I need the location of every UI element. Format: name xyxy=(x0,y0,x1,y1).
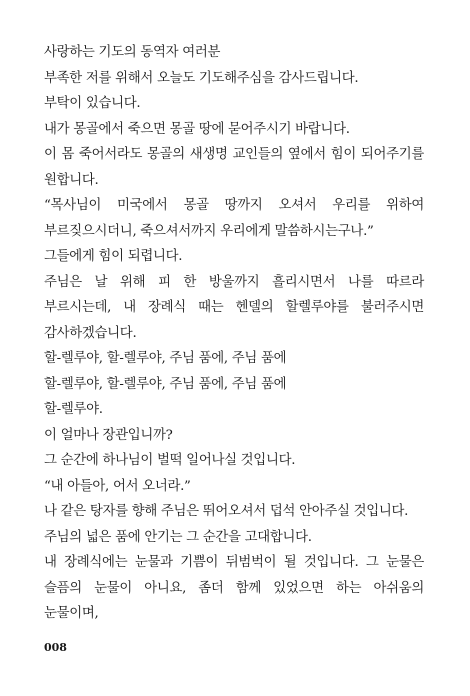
paragraph-10: 할-렐루야, 할-렐루야, 주님 품에, 주님 품에 xyxy=(44,376,287,392)
paragraph-12: 이 얼마나 장관입니까? xyxy=(44,427,173,443)
paragraph-13: 그 순간에 하나님이 벌떡 일어나실 것입니다. xyxy=(44,453,296,468)
paragraph-15: 나 같은 탕자를 향해 주님은 뛰어오셔서 덥석 안아주실 것입니다. xyxy=(44,504,409,519)
paragraph-7: 그들에게 힘이 되렵니다. xyxy=(44,249,183,264)
paragraph-8: 주님은 날 위해 피 한 방울까지 흘리시면서 나를 따르라 부르시는데, 내 장례식 때는 헨델의 할렐루야를 불러주시면 감사하겠습니다. xyxy=(44,274,424,341)
paragraph-4: 내가 몽골에서 죽으면 몽골 땅에 묻어주시기 바랍니다. xyxy=(44,121,350,137)
paragraph-16: 주님의 넓은 품에 안기는 그 순간을 고대합니다. xyxy=(44,529,312,545)
paragraph-3: 부탁이 있습니다. xyxy=(44,96,141,111)
paragraph-14: “내 아들아, 어서 오너라.” xyxy=(44,478,191,494)
paragraph-2: 부족한 저를 위해서 오늘도 기도해주심을 감사드립니다. xyxy=(44,70,359,86)
page-number: 008 xyxy=(44,641,67,654)
paragraph-11: 할-렐루야. xyxy=(44,402,103,417)
paragraph-1: 사랑하는 기도의 동역자 여러분 xyxy=(44,45,221,60)
paragraph-17: 내 장례식에는 눈물과 기쁨이 뒤범벅이 될 것입니다. 그 눈물은 슬픔의 눈물이 아니요, 좀더 함께 있었으면 하는 아쉬움의 눈물이며, xyxy=(44,555,424,621)
paragraph-6: “목사님이 미국에서 몽골 땅까지 오셔서 우리를 위하여 부르짖으시더니, 죽으셔서까지 우리에게 말씀하시는구나.” xyxy=(44,198,424,239)
paragraph-5: 이 몸 죽어서라도 몽골의 새생명 교인들의 옆에서 힘이 되어주기를 원합니다. xyxy=(44,147,424,188)
paragraph-9: 할-렐루야, 할-렐루야, 주님 품에, 주님 품에 xyxy=(44,351,287,366)
body-text xyxy=(44,40,424,627)
